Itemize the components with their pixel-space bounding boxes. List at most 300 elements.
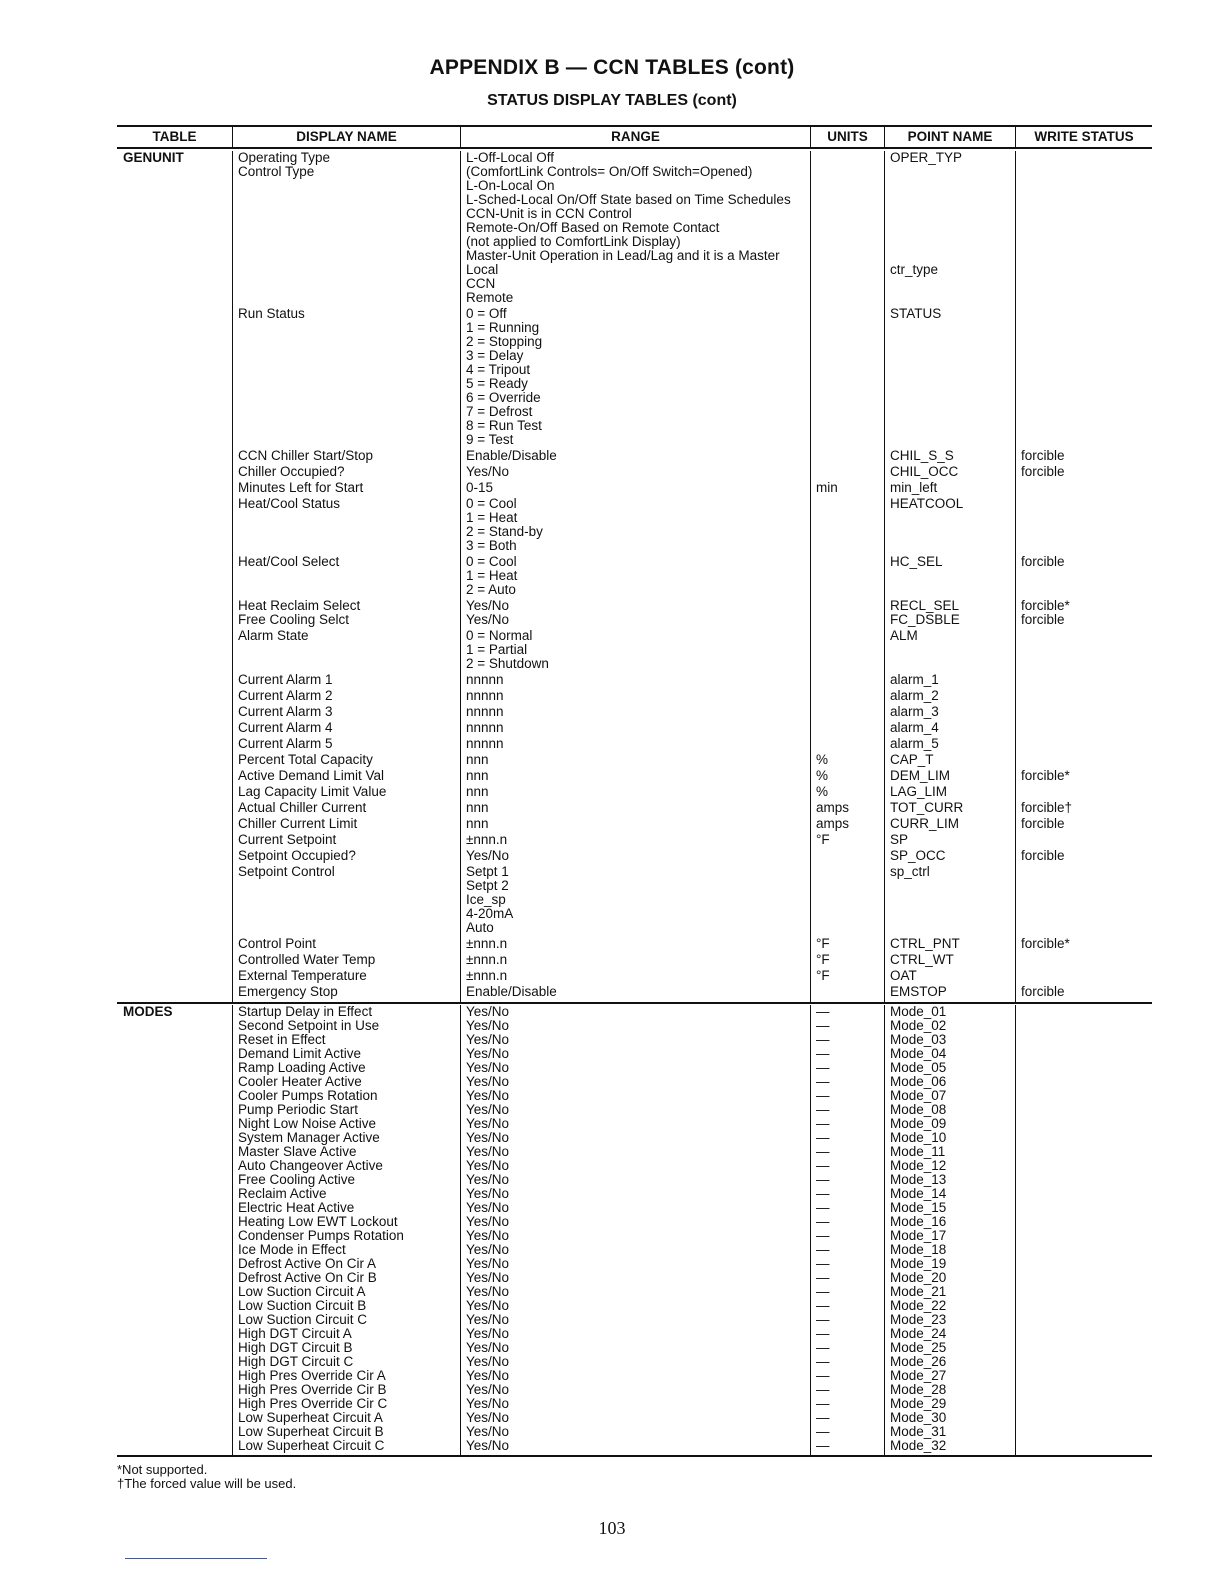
units-cell: — — [816, 1215, 830, 1229]
display-name-cell: Setpoint Control — [238, 865, 335, 879]
range-cell: nnnnn — [466, 721, 504, 735]
display-name-cell: Control Type — [238, 165, 315, 179]
point-name-cell: Mode_26 — [890, 1355, 947, 1369]
units-cell: min — [816, 481, 838, 495]
point-name-cell — [885, 419, 1015, 433]
point-name-cell — [885, 539, 1015, 553]
units-cell — [811, 151, 884, 165]
write-status-cell — [1016, 405, 1152, 419]
display-name-cell — [233, 893, 460, 907]
range-cell: Yes/No — [466, 613, 510, 627]
units-cell: °F — [816, 937, 830, 951]
footer-link-line — [125, 1558, 267, 1559]
units-cell: — — [816, 1019, 830, 1033]
point-name-cell: Mode_14 — [890, 1187, 947, 1201]
table-body — [117, 149, 1152, 1457]
units-cell: — — [816, 1187, 830, 1201]
units-cell — [811, 629, 884, 643]
write-status-cell — [1016, 377, 1152, 391]
display-name-cell: Lag Capacity Limit Value — [238, 785, 387, 799]
write-status-cell — [1016, 1019, 1152, 1033]
range-cell: Yes/No — [466, 1117, 510, 1131]
display-name-cell: Free Cooling Selct — [238, 613, 350, 627]
units-cell — [811, 555, 884, 569]
write-status-cell — [1016, 277, 1152, 291]
display-name-cell: Cooler Heater Active — [238, 1075, 362, 1089]
units-cell — [811, 307, 884, 321]
write-status-cell — [1016, 569, 1152, 583]
range-cell: Yes/No — [466, 1369, 510, 1383]
point-name-cell: Mode_17 — [890, 1229, 947, 1243]
point-name-cell: Mode_07 — [890, 1089, 947, 1103]
point-name-cell: Mode_01 — [890, 1005, 947, 1019]
point-name-cell: CAP_T — [890, 753, 934, 767]
write-status-cell — [1016, 1369, 1152, 1383]
write-status-cell: forcible — [1021, 817, 1065, 831]
range-cell: Yes/No — [466, 1411, 510, 1425]
units-cell: — — [816, 1369, 830, 1383]
units-cell — [811, 277, 884, 291]
write-status-cell — [1016, 1397, 1152, 1411]
write-status-cell — [1016, 1075, 1152, 1089]
write-status-cell — [1016, 953, 1152, 967]
display-name-cell — [233, 221, 460, 235]
point-name-cell: HEATCOOL — [890, 497, 964, 511]
write-status-cell — [1016, 879, 1152, 893]
range-cell: ±nnn.n — [466, 969, 508, 983]
point-name-cell: Mode_19 — [890, 1257, 947, 1271]
write-status-cell — [1016, 921, 1152, 935]
units-cell — [811, 419, 884, 433]
units-cell — [811, 737, 884, 751]
write-status-cell: forcible — [1021, 849, 1065, 863]
point-name-cell: Mode_10 — [890, 1131, 947, 1145]
units-cell: amps — [816, 817, 850, 831]
point-name-cell: min_left — [890, 481, 938, 495]
units-cell — [811, 985, 884, 999]
point-name-cell — [885, 235, 1015, 249]
display-name-cell: Night Low Noise Active — [238, 1117, 377, 1131]
write-status-cell: forcible — [1021, 465, 1065, 479]
display-name-cell: Low Superheat Circuit A — [238, 1411, 383, 1425]
display-name-cell — [233, 921, 460, 935]
point-name-cell: Mode_28 — [890, 1383, 947, 1397]
write-status-cell — [1016, 753, 1152, 767]
units-cell: — — [816, 1313, 830, 1327]
range-cell: Remote — [466, 291, 514, 305]
write-status-cell — [1016, 1215, 1152, 1229]
units-cell — [811, 907, 884, 921]
display-name-cell: Current Alarm 4 — [238, 721, 333, 735]
range-cell: 4-20mA — [466, 907, 514, 921]
point-name-cell — [885, 321, 1015, 335]
units-cell: — — [816, 1397, 830, 1411]
units-cell: — — [816, 1327, 830, 1341]
point-name-cell: Mode_18 — [890, 1243, 947, 1257]
display-name-cell: Controlled Water Temp — [238, 953, 376, 967]
display-name-cell — [233, 433, 460, 447]
units-cell: — — [816, 1075, 830, 1089]
units-cell — [811, 643, 884, 657]
point-name-cell: ctr_type — [890, 263, 939, 277]
range-cell: Yes/No — [466, 1439, 510, 1453]
column-write — [1015, 1005, 1152, 1455]
point-name-cell — [885, 525, 1015, 539]
units-cell — [811, 689, 884, 703]
page-subtitle: STATUS DISPLAY TABLES (cont) — [487, 92, 737, 109]
write-status-cell: forcible — [1021, 555, 1065, 569]
point-name-cell — [885, 291, 1015, 305]
write-status-cell — [1016, 1243, 1152, 1257]
units-cell — [811, 221, 884, 235]
units-cell — [811, 207, 884, 221]
range-cell: Yes/No — [466, 1285, 510, 1299]
point-name-cell — [885, 907, 1015, 921]
range-cell: Yes/No — [466, 1313, 510, 1327]
display-name-cell — [233, 193, 460, 207]
units-cell: — — [816, 1173, 830, 1187]
range-cell: (not applied to ComfortLink Display) — [466, 235, 681, 249]
write-status-cell — [1016, 785, 1152, 799]
units-cell — [811, 235, 884, 249]
write-status-cell — [1016, 1271, 1152, 1285]
write-status-cell — [1016, 165, 1152, 179]
units-cell — [811, 497, 884, 511]
units-cell: % — [816, 785, 829, 799]
point-name-cell — [885, 363, 1015, 377]
display-name-cell: High DGT Circuit C — [238, 1355, 354, 1369]
display-name-cell: Low Suction Circuit A — [238, 1285, 366, 1299]
point-name-cell — [885, 921, 1015, 935]
range-cell: nnnnn — [466, 737, 504, 751]
units-cell — [811, 721, 884, 735]
display-name-cell — [233, 349, 460, 363]
point-name-cell — [885, 165, 1015, 179]
units-cell: — — [816, 1005, 830, 1019]
column-name — [232, 1005, 460, 1455]
page-title: APPENDIX B — CCN TABLES (cont) — [429, 56, 795, 79]
units-cell: — — [816, 1229, 830, 1243]
units-cell: — — [816, 1299, 830, 1313]
point-name-cell: CHIL_S_S — [890, 449, 954, 463]
display-name-cell: Low Suction Circuit B — [238, 1299, 367, 1313]
column-name — [232, 151, 460, 1002]
range-cell: nnn — [466, 817, 489, 831]
range-cell: Yes/No — [466, 1187, 510, 1201]
point-name-cell: Mode_27 — [890, 1369, 947, 1383]
header-point-name: POINT NAME — [884, 127, 1015, 147]
point-name-cell: Mode_04 — [890, 1047, 947, 1061]
point-name-cell: Mode_09 — [890, 1117, 947, 1131]
point-name-cell — [885, 433, 1015, 447]
point-name-cell — [885, 643, 1015, 657]
point-name-cell: ALM — [890, 629, 918, 643]
write-status-cell — [1016, 1173, 1152, 1187]
range-cell: 3 = Delay — [466, 349, 524, 363]
write-status-cell — [1016, 151, 1152, 165]
point-name-cell: RECL_SEL — [890, 599, 960, 613]
write-status-cell — [1016, 1285, 1152, 1299]
point-name-cell — [885, 405, 1015, 419]
units-cell: — — [816, 1061, 830, 1075]
column-range — [460, 151, 810, 1002]
write-status-cell — [1016, 737, 1152, 751]
display-name-cell: Current Alarm 1 — [238, 673, 333, 687]
write-status-cell — [1016, 1033, 1152, 1047]
display-name-cell: High DGT Circuit B — [238, 1341, 353, 1355]
point-name-cell — [885, 893, 1015, 907]
units-cell: — — [816, 1257, 830, 1271]
write-status-cell — [1016, 1005, 1152, 1019]
point-name-cell — [885, 511, 1015, 525]
point-name-cell — [885, 249, 1015, 263]
write-status-cell — [1016, 689, 1152, 703]
display-name-cell: Condenser Pumps Rotation — [238, 1229, 404, 1243]
range-cell: 2 = Auto — [466, 583, 516, 597]
range-cell: Yes/No — [466, 1061, 510, 1075]
range-cell: nnnnn — [466, 689, 504, 703]
units-cell — [811, 377, 884, 391]
point-name-cell: Mode_24 — [890, 1327, 947, 1341]
write-status-cell — [1016, 511, 1152, 525]
units-cell — [811, 391, 884, 405]
units-cell — [811, 335, 884, 349]
header-table: TABLE — [152, 129, 197, 144]
display-name-cell: Run Status — [238, 307, 305, 321]
write-status-cell — [1016, 1341, 1152, 1355]
range-cell: ±nnn.n — [466, 937, 508, 951]
range-cell: nnnnn — [466, 673, 504, 687]
units-cell: — — [816, 1201, 830, 1215]
range-cell: 2 = Stand-by — [466, 525, 543, 539]
write-status-cell: forcible* — [1021, 937, 1070, 951]
table-section — [117, 149, 1152, 1004]
units-cell: — — [816, 1159, 830, 1173]
display-name-cell: Control Point — [238, 937, 317, 951]
column-range — [460, 1005, 810, 1455]
write-status-cell — [1016, 497, 1152, 511]
units-cell: °F — [816, 833, 830, 847]
units-cell — [811, 539, 884, 553]
range-cell: ±nnn.n — [466, 953, 508, 967]
footnote-forced-value: †The forced value will be used. — [117, 1476, 297, 1491]
point-name-cell — [885, 179, 1015, 193]
header-display-name: DISPLAY NAME — [232, 127, 460, 147]
point-name-cell — [885, 583, 1015, 597]
display-name-cell: Heat/Cool Status — [238, 497, 341, 511]
point-name-cell: SP — [890, 833, 909, 847]
display-name-cell: Auto Changeover Active — [238, 1159, 383, 1173]
point-name-cell: alarm_4 — [890, 721, 939, 735]
units-cell — [811, 449, 884, 463]
write-status-cell — [1016, 1327, 1152, 1341]
write-status-cell: forcible* — [1021, 769, 1070, 783]
range-cell: Yes/No — [466, 599, 510, 613]
range-cell: Yes/No — [466, 465, 510, 479]
point-name-cell — [885, 349, 1015, 363]
range-cell: Remote-On/Off Based on Remote Contact — [466, 221, 720, 235]
display-name-cell: Reset in Effect — [238, 1033, 326, 1047]
column-units — [810, 1005, 884, 1455]
range-cell: Yes/No — [466, 1341, 510, 1355]
display-name-cell: Chiller Occupied? — [238, 465, 345, 479]
display-name-cell: Heat/Cool Select — [238, 555, 340, 569]
range-cell: Enable/Disable — [466, 449, 557, 463]
point-name-cell: CURR_LIM — [890, 817, 960, 831]
write-status-cell — [1016, 321, 1152, 335]
units-cell — [811, 363, 884, 377]
point-name-cell: Mode_03 — [890, 1033, 947, 1047]
range-cell: 7 = Defrost — [466, 405, 533, 419]
units-cell — [811, 705, 884, 719]
point-name-cell: alarm_5 — [890, 737, 939, 751]
range-cell: 1 = Heat — [466, 569, 518, 583]
range-cell: 4 = Tripout — [466, 363, 531, 377]
display-name-cell: Low Superheat Circuit C — [238, 1439, 385, 1453]
write-status-cell — [1016, 307, 1152, 321]
range-cell: Setpt 1 — [466, 865, 509, 879]
display-name-cell — [233, 363, 460, 377]
units-cell: — — [816, 1271, 830, 1285]
range-cell: ±nnn.n — [466, 833, 508, 847]
range-cell: Yes/No — [466, 1243, 510, 1257]
units-cell: — — [816, 1033, 830, 1047]
range-cell: Yes/No — [466, 1145, 510, 1159]
display-name-cell: Electric Heat Active — [238, 1201, 355, 1215]
write-status-cell — [1016, 433, 1152, 447]
point-name-cell: alarm_1 — [890, 673, 939, 687]
write-status-cell — [1016, 657, 1152, 671]
range-cell: Yes/No — [466, 1425, 510, 1439]
write-status-cell — [1016, 1159, 1152, 1173]
units-cell — [811, 879, 884, 893]
write-status-cell — [1016, 1257, 1152, 1271]
units-cell — [811, 921, 884, 935]
point-name-cell: HC_SEL — [890, 555, 943, 569]
units-cell — [811, 569, 884, 583]
range-cell: CCN-Unit is in CCN Control — [466, 207, 632, 221]
display-name-cell: Setpoint Occupied? — [238, 849, 356, 863]
display-name-cell — [233, 569, 460, 583]
units-cell: — — [816, 1439, 830, 1453]
page-number: 103 — [598, 1518, 626, 1538]
point-name-cell: Mode_25 — [890, 1341, 947, 1355]
range-cell: 6 = Override — [466, 391, 541, 405]
point-name-cell: Mode_23 — [890, 1313, 947, 1327]
point-name-cell — [885, 377, 1015, 391]
display-name-cell — [233, 391, 460, 405]
range-cell: 0 = Cool — [466, 497, 517, 511]
point-name-cell: CTRL_PNT — [890, 937, 960, 951]
display-name-cell: CCN Chiller Start/Stop — [238, 449, 374, 463]
point-name-cell — [885, 879, 1015, 893]
units-cell — [811, 657, 884, 671]
point-name-cell — [885, 221, 1015, 235]
display-name-cell — [233, 907, 460, 921]
display-name-cell — [233, 405, 460, 419]
write-status-cell — [1016, 539, 1152, 553]
point-name-cell: OPER_TYP — [890, 151, 963, 165]
units-cell — [811, 465, 884, 479]
point-name-cell — [885, 277, 1015, 291]
display-name-cell: Operating Type — [238, 151, 331, 165]
units-cell — [811, 433, 884, 447]
write-status-cell — [1016, 235, 1152, 249]
table-name-cell: GENUNIT — [123, 151, 184, 165]
write-status-cell — [1016, 291, 1152, 305]
units-cell: — — [816, 1243, 830, 1257]
range-cell: Yes/No — [466, 1201, 510, 1215]
range-cell: Yes/No — [466, 1397, 510, 1411]
display-name-cell: External Temperature — [238, 969, 367, 983]
display-name-cell — [233, 207, 460, 221]
point-name-cell: Mode_16 — [890, 1215, 947, 1229]
range-cell: 9 = Test — [466, 433, 514, 447]
range-cell: Yes/No — [466, 1257, 510, 1271]
range-cell: Yes/No — [466, 1075, 510, 1089]
write-status-cell — [1016, 363, 1152, 377]
display-name-cell — [233, 321, 460, 335]
range-cell: 5 = Ready — [466, 377, 528, 391]
write-status-cell — [1016, 349, 1152, 363]
write-status-cell — [1016, 865, 1152, 879]
display-name-cell — [233, 249, 460, 263]
display-name-cell — [233, 335, 460, 349]
write-status-cell — [1016, 1201, 1152, 1215]
range-cell: nnnnn — [466, 705, 504, 719]
display-name-cell — [233, 377, 460, 391]
display-name-cell: Actual Chiller Current — [238, 801, 367, 815]
point-name-cell: Mode_13 — [890, 1173, 947, 1187]
range-cell: 0 = Off — [466, 307, 507, 321]
display-name-cell — [233, 511, 460, 525]
display-name-cell — [233, 263, 460, 277]
range-cell: 2 = Stopping — [466, 335, 543, 349]
point-name-cell: Mode_29 — [890, 1397, 947, 1411]
point-name-cell — [885, 335, 1015, 349]
write-status-cell — [1016, 1089, 1152, 1103]
range-cell: Yes/No — [466, 849, 510, 863]
write-status-cell — [1016, 583, 1152, 597]
display-name-cell — [233, 277, 460, 291]
range-cell: 0-15 — [466, 481, 494, 495]
units-cell — [811, 165, 884, 179]
range-cell: L-Off-Local Off — [466, 151, 555, 165]
display-name-cell — [233, 291, 460, 305]
point-name-cell: alarm_2 — [890, 689, 939, 703]
units-cell: % — [816, 769, 829, 783]
range-cell: Yes/No — [466, 1159, 510, 1173]
range-cell: Yes/No — [466, 1033, 510, 1047]
display-name-cell: Defrost Active On Cir A — [238, 1257, 377, 1271]
point-name-cell: Mode_30 — [890, 1411, 947, 1425]
write-status-cell — [1016, 525, 1152, 539]
point-name-cell — [885, 657, 1015, 671]
units-cell — [811, 865, 884, 879]
write-status-cell — [1016, 1061, 1152, 1075]
point-name-cell: CHIL_OCC — [890, 465, 959, 479]
units-cell: °F — [816, 953, 830, 967]
write-status-cell: forcible† — [1021, 801, 1073, 815]
range-cell: 1 = Running — [466, 321, 540, 335]
units-cell — [811, 525, 884, 539]
point-name-cell: SP_OCC — [890, 849, 946, 863]
display-name-cell: Startup Delay in Effect — [238, 1005, 373, 1019]
point-name-cell: LAG_LIM — [890, 785, 948, 799]
display-name-cell: High Pres Override Cir B — [238, 1383, 387, 1397]
units-cell: °F — [816, 969, 830, 983]
write-status-cell — [1016, 1411, 1152, 1425]
